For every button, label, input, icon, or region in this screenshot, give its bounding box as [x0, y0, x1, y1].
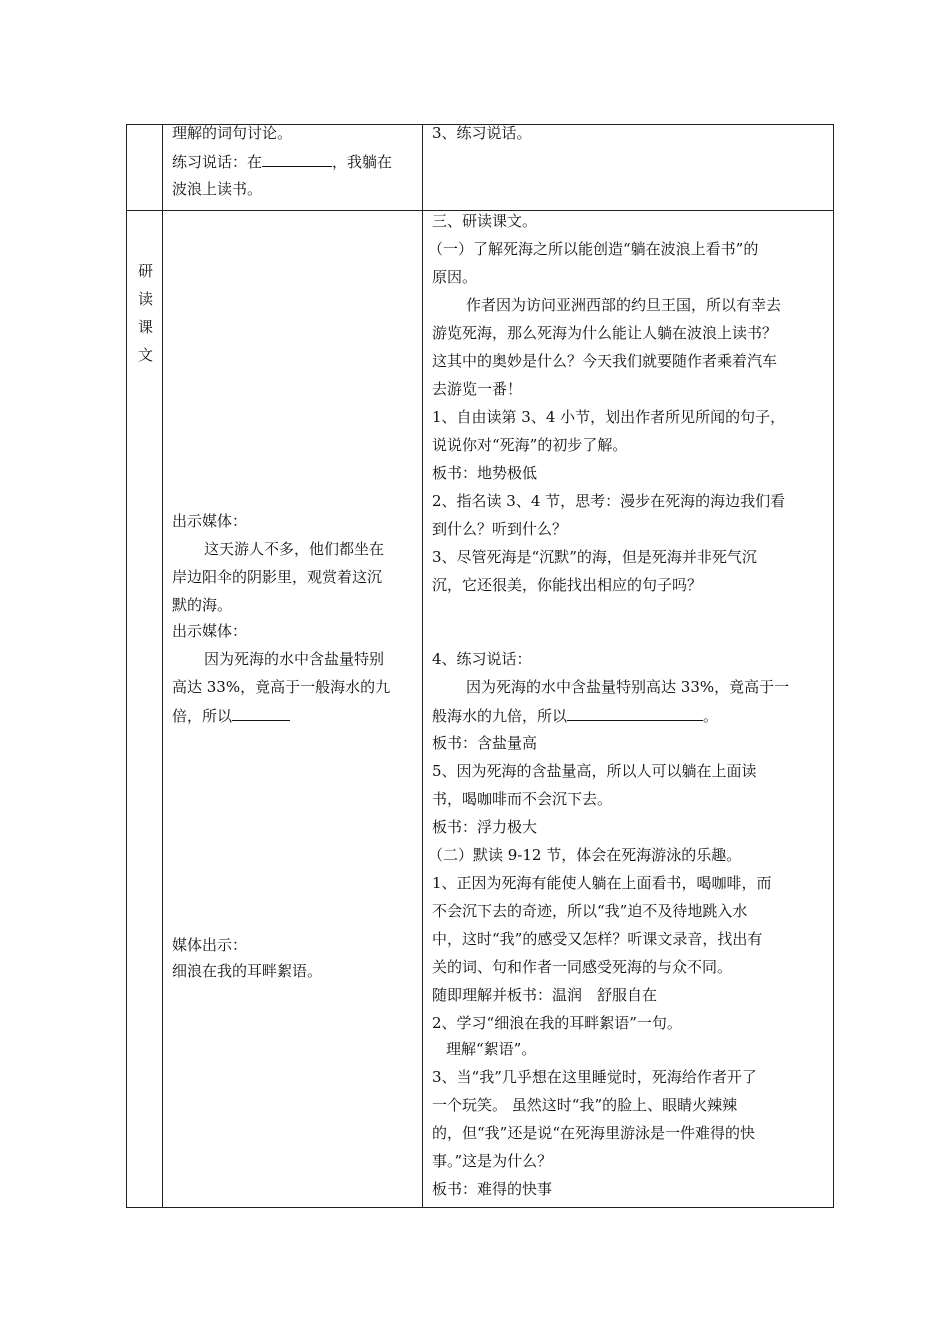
table-border-bottom	[126, 1207, 834, 1208]
media1-line3: 默的海。	[172, 596, 233, 614]
procedure-line: 事。”这是为什么？	[432, 1152, 553, 1170]
media2-label: 出示媒体：	[172, 622, 248, 640]
procedure-line: （二）默读 9-12 节，体会在死海游泳的乐趣。	[428, 846, 742, 864]
procedure-line: 游览死海，那么死海为什么能让人躺在波浪上读书？	[432, 324, 778, 342]
row1-col2-line3: 波浪上读书。	[172, 180, 263, 198]
procedure-line: 3、当“我”几乎想在这里睡觉时，死海给作者开了	[432, 1068, 757, 1086]
fill-blank	[567, 706, 703, 721]
media2-line3	[172, 706, 290, 725]
procedure-line: 1、自由读第 3、4 小节，划出作者所见所闻的句子，	[432, 408, 786, 426]
procedure-line: 到什么？听到什么？	[432, 520, 568, 538]
procedure-line: 4、练习说话：	[432, 650, 532, 668]
procedure-line: 原因。	[432, 268, 478, 286]
procedure-line: 1、正因为死海有能使人躺在上面看书，喝咖啡，而	[432, 874, 772, 892]
row1-col2-line2	[172, 152, 392, 171]
procedure-line: 板书：浮力极大	[432, 818, 538, 836]
procedure-line: （一）了解死海之所以能创造“躺在波浪上看书”的	[428, 240, 759, 258]
procedure-line: 2、学习“细浪在我的耳畔絮语”一句。	[432, 1014, 682, 1032]
procedure-line: 沉，它还很美，你能找出相应的句子吗？	[432, 576, 703, 594]
procedure-line	[432, 706, 718, 725]
practice-text: 般海水的九倍，所以	[432, 707, 568, 725]
media3-line1: 细浪在我的耳畔絮语。	[172, 962, 323, 980]
table-row-divider	[126, 210, 834, 211]
section-label-char: 课	[138, 318, 154, 336]
procedure-line: 理解“絮语”。	[446, 1040, 537, 1058]
table-divider-col1	[162, 124, 163, 1208]
practice-end: 。	[703, 707, 719, 725]
procedure-line: 5、因为死海的含盐量高，所以人可以躺在上面读	[432, 762, 757, 780]
procedure-line: 的，但“我”还是说“在死海里游泳是一件难得的快	[432, 1124, 756, 1142]
procedure-line: 中，这时“我”的感受又怎样？听课文录音，找出有	[432, 930, 763, 948]
procedure-line: 这其中的奥妙是什么？今天我们就要随作者乘着汽车	[432, 352, 778, 370]
section-label-char: 文	[138, 346, 154, 364]
table-border-right	[833, 124, 834, 1208]
procedure-line: 书，喝咖啡而不会沉下去。	[432, 790, 613, 808]
media3-label: 媒体出示：	[172, 936, 248, 954]
media1-line1: 这天游人不多，他们都坐在	[204, 540, 385, 558]
section-label-char: 研	[138, 262, 154, 280]
fill-blank	[262, 152, 332, 167]
procedure-line: 随即理解并板书：温润 舒服自在	[432, 986, 658, 1004]
procedure-line: 板书：含盐量高	[432, 734, 538, 752]
practice-prefix: 练习说话：在	[172, 153, 263, 171]
procedure-line: 说说你对“死海”的初步了解。	[432, 436, 628, 454]
table-border-left	[126, 124, 127, 1208]
procedure-line: 板书：地势极低	[432, 464, 538, 482]
procedure-line: 去游览一番！	[432, 380, 523, 398]
media2-line2: 高达 33%，竟高于一般海水的九	[172, 678, 391, 696]
media2-line3-text: 倍，所以	[172, 707, 233, 725]
procedure-line: 3、尽管死海是“沉默”的海，但是死海并非死气沉	[432, 548, 757, 566]
procedure-line: 三、研读课文。	[432, 212, 538, 230]
procedure-line: 关的词、句和作者一同感受死海的与众不同。	[432, 958, 733, 976]
procedure-line: 因为死海的水中含盐量特别高达 33%，竟高于一	[466, 678, 790, 696]
table-divider-col2	[422, 124, 423, 1208]
media2-line1: 因为死海的水中含盐量特别	[204, 650, 385, 668]
media1-label: 出示媒体：	[172, 512, 248, 530]
media1-line2: 岸边阳伞的阴影里，观赏着这沉	[172, 568, 383, 586]
fill-blank	[232, 706, 290, 721]
section-label-char: 读	[138, 290, 154, 308]
procedure-line: 作者因为访问亚洲西部的约旦王国，所以有幸去	[466, 296, 782, 314]
procedure-line: 一个玩笑。 虽然这时“我”的脸上、眼睛火辣辣	[432, 1096, 738, 1114]
procedure-line: 板书：难得的快事	[432, 1180, 553, 1198]
row1-col3-line1: 3、练习说话。	[432, 124, 532, 142]
practice-suffix: ，我躺在	[332, 153, 393, 171]
procedure-line: 2、指名读 3、4 节，思考：漫步在死海的海边我们看	[432, 492, 786, 510]
procedure-line: 不会沉下去的奇迹，所以“我”迫不及待地跳入水	[432, 902, 748, 920]
row1-col2-line1: 理解的词句讨论。	[172, 124, 293, 142]
